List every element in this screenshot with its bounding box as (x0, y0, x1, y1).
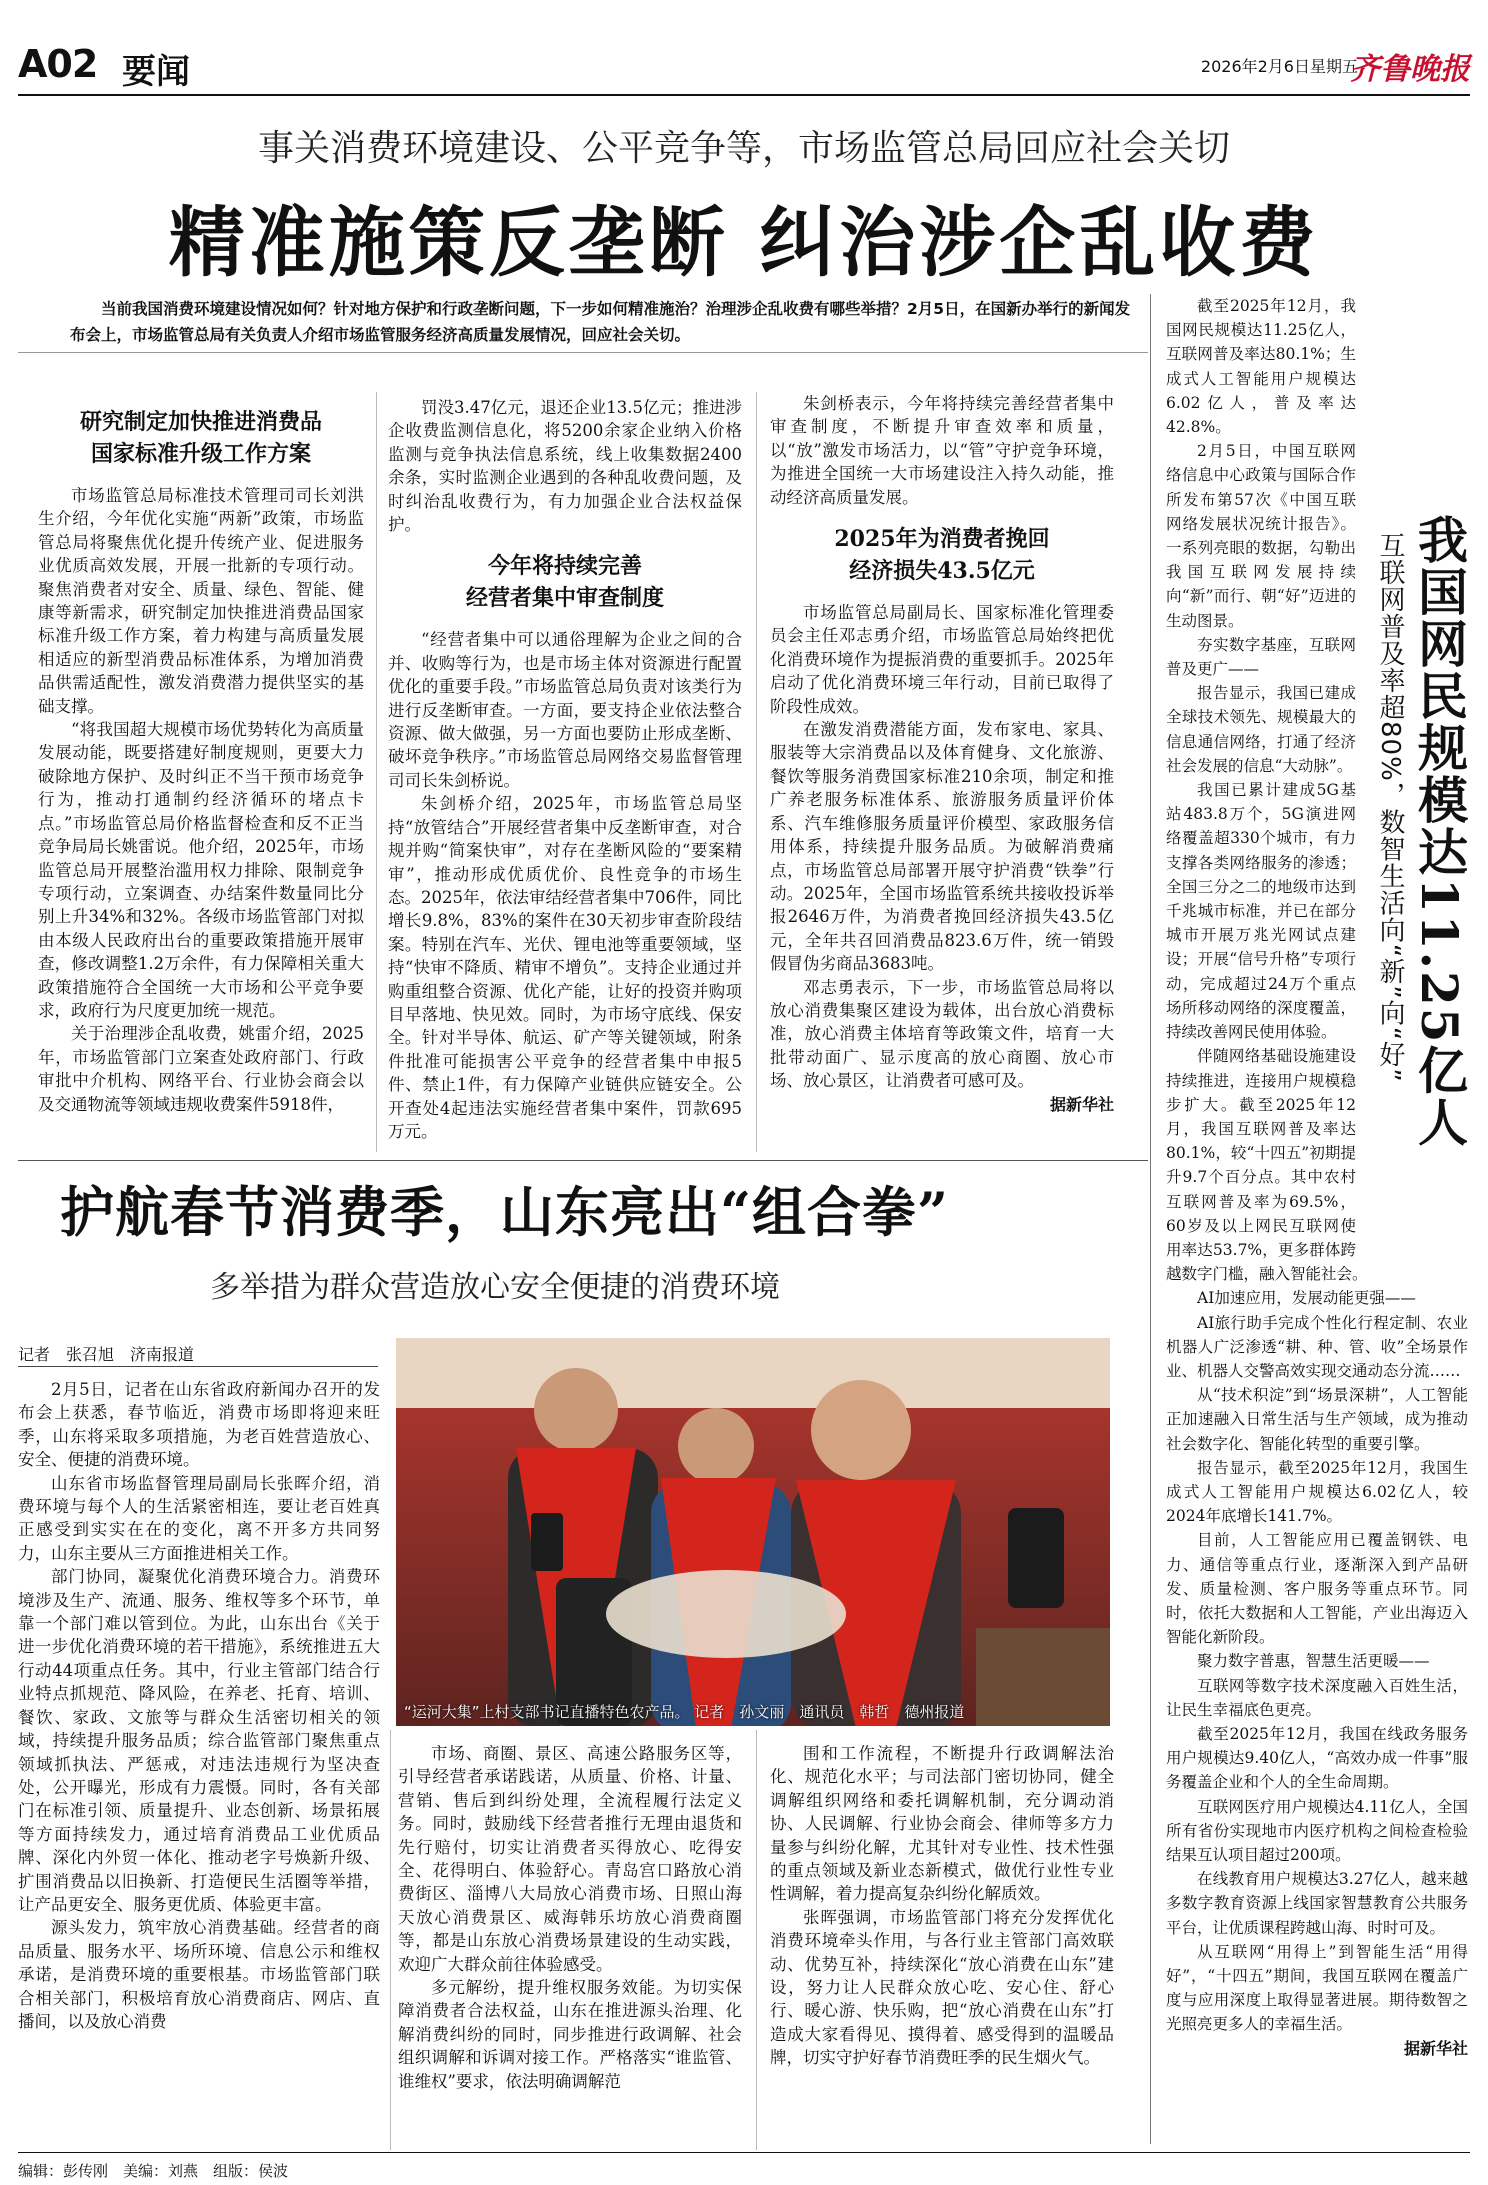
column-rule (376, 392, 377, 1152)
photo-caption: “运河大集”上村支部书记直播特色农产品。 记者 孙文丽 通讯员 韩哲 德州报道 (404, 1703, 965, 1721)
editor-credits: 编辑：彭传刚 美编：刘燕 组版：侯波 (18, 2162, 289, 2180)
paragraph: 夯实数字基座，互联网普及更广—— (1166, 635, 1356, 679)
sidebar-headline: 我国网民规模达11.25亿人 (1410, 514, 1469, 1149)
story1-column-3 (770, 392, 1114, 1116)
section-rule (18, 1160, 1148, 1161)
sidebar-subheadline: 互联网普及率超80%，数智生活向“新”向“好” (1375, 532, 1405, 1083)
byline-rule (18, 1366, 378, 1367)
paragraph: 在线教育用户规模达3.27亿人，越来越多数字教育资源上线国家智慧教育公共服务平台，让优质课程跨越山海、时时可及。 (1166, 1870, 1468, 1937)
paragraph: AI旅行助手完成个性化行程定制、农业机器人广泛渗透“耕、种、管、收”全场景作业、机器人交警高效实现交通动态分流…… (1166, 1313, 1468, 1380)
lead-rule (18, 352, 1148, 353)
paragraph: 部门协同，凝聚优化消费环境合力。消费环境涉及生产、流通、服务、维权等多个环节，单靠一个部门难以管到位。为此，山东出台《关于进一步优化消费环境的若干措施》，系统推进五大行动44项重点任务。其中，行业主管部门结合行业特点抓规范、降风险，在养老、托育、培训、餐饮、家政、文旅等与群众生活密切相关的领域，持续提升服务品质；综合监管部门聚焦重点领域抓执法、严惩戒，对违法违规行为坚决查处，公开曝光，形成有力震慑。同时，各有关部门在标准引领、质量提升、业态创新、场景拓展等方面持续发力，通过培育消费品工业优质品牌、深化内外贸一体化、推动老字号焕新升级、扩围消费品以旧换新、打造便民生活圈等举措，让产品更安全、服务更优质、体验更丰富。 (18, 1567, 380, 1914)
paragraph: 市场、商圈、景区、高速公路服务区等，引导经营者承诺践诺，从质量、价格、计量、营销、售后到纠纷处理，全流程履行法定义务。同时，鼓励线下经营者推行无理由退货和先行赔付，切实让消费者买得放心、吃得安全、花得明白、体验舒心。青岛宫口路放心消费街区、淄博八大局放心消费市场、日照山海天放心消费景区、威海韩乐坊放心消费商圈等，都是山东放心消费场景建设的生动实践，欢迎广大群众前往体验感受。 (398, 1744, 742, 1974)
story1-col2-text-top (388, 396, 742, 536)
paragraph: 罚没3.47亿元，退还企业13.5亿元；推进涉企收费监测信息化，将5200余家企业纳入价格监测与竞争执法信息系统，线上收集数据2400余条，实时监测企业遇到的各种乱收费问题，及时纠治乱收费行为，有力加强企业合法权益保护。 (388, 398, 742, 535)
column-rule (756, 1730, 757, 2150)
masthead-rule (18, 94, 1470, 96)
story2-headline: 护航春节消费季，山东亮出“组合拳” (60, 1180, 950, 1244)
paragraph: 多元解纷，提升维权服务效能。为切实保障消费者合法权益，山东在推进源头治理、化解消费纠纷的同时，同步推进行政调解、社会组织调解和诉调对接工作。严格落实“谁监管、谁维权”要求，依法明确调解范 (398, 1978, 742, 2091)
paragraph: 朱剑桥介绍，2025年，市场监管总局坚持“放管结合”开展经营者集中反垄断审查，对合规并购“简案快审”，对存在垄断风险的“要案精审”，推动形成优质优价、良性竞争的市场生态。2025年，依法审结经营者集中706件，同比增长9.8%，83%的案件在30天初步审查阶段结案。特别在汽车、光伏、锂电池等重要领域，坚持“快审不降质、精审不增负”。支持企业通过并购重组整合资源、优化产能，让好的投资并购项目早落地、快见效。同时，为市场守底线、保安全。针对半导体、航运、矿产等关键领域，附条件批准可能损害公平竞争的经营者集中申报5件、禁止1件，有力保障产业链供应链安全。公开查处4起违法实施经营者集中案件，罚款695万元。 (388, 794, 742, 1141)
story1-headline: 精准施策反垄断 纠治涉企乱收费 (168, 198, 1320, 287)
paragraph: 山东省市场监督管理局副局长张晖介绍，消费环境与每个人的生活紧密相连，要让老百姓真正感受到实实在在的变化，离不开多方共同努力，山东主要从三方面推进相关工作。 (18, 1473, 380, 1563)
issue-date: 2026年2月6日 (1200, 57, 1310, 76)
story1-col3-text (770, 601, 1114, 1093)
paragraph: 在激发消费潜能方面，发布家电、家具、服装等大宗消费品以及体育健身、文化旅游、餐饮等服务消费国家标准210余项，制定和推广养老服务标准体系、旅游服务质量评价体系、汽车维修服务质量评价模型、家政服务信用体系，持续提升服务品质。为破解消费痛点，市场监管总局部署开展守护消费“铁拳”行动。2025年，全国市场监管系统共接收投诉举报2646万件，为消费者挽回经济损失43.5亿元，全年共召回消费品823.6万件，统一销毁假冒伪劣商品3683吨。 (770, 720, 1114, 974)
paragraph: 我国已累计建成5G基站483.8万个，5G演进网络覆盖超330个城市，有力支撑各类网络服务的渗透；全国三分之二的地级市达到千兆城市标准，并已在部分城市开展万兆光网试点建设；开展“信号升格”专项行动，完成超过24万个重点场所移动网络的深度覆盖，持续改善网民使用体验。 (1166, 781, 1356, 1042)
story1-col1-text (38, 484, 364, 1116)
paragraph: “经营者集中可以通俗理解为企业之间的合并、收购等行为，也是市场主体对资源进行配置优化的重要手段。”市场监管总局负责对该类行为进行反垄断审查。一方面，要支持企业依法整合资源、做大做强，另一方面也要防止形成垄断、破坏竞争秩序。”市场监管总局网络交易监督管理司司长朱剑桥说。 (388, 630, 742, 790)
paragraph: 目前，人工智能应用已覆盖钢铁、电力、通信等重点行业，逐渐深入到产品研发、质量检测、客户服务等重点环节。同时，依托大数据和人工智能，产业出海迈入智能化新阶段。 (1166, 1531, 1468, 1647)
paragraph: 伴随网络基础设施建设持续推进，连接用户规模稳步扩大。截至2025年12月，我国互联网普及率达80.1%，较“十四五”初期提升9.7个百分点。其中农村互联网普及率为69.5%，60岁及以上网民互联网使用率达53.7%，更多群体跨越数字门槛，融入智能社会。 (1166, 1047, 1368, 1284)
paragraph: 2月5日，中国互联网络信息中心政策与国际合作所发布第57次《中国互联网络发展状况统计报告》。一系列亮眼的数据，勾勒出我国互联网发展持续向“新”而行、朝“好”迈进的生动图景。 (1166, 442, 1356, 630)
sidebar-source: 据新华社 (1403, 2038, 1468, 2058)
story1-col3-text-top (770, 392, 1114, 509)
story1-column-1 (38, 392, 364, 1116)
paragraph: 从互联网“用得上”到智能生活“用得好”，“十四五”期间，我国互联网在覆盖广度与应用深度上取得显著进展。期待数智之光照亮更多人的幸福生活。 (1166, 1942, 1468, 2034)
column-rule (756, 392, 757, 1152)
newspaper-logo: 齐鲁晚报 (1350, 52, 1470, 87)
paragraph: 互联网等数字技术深度融入百姓生活，让民生幸福底色更亮。 (1166, 1676, 1468, 1719)
paragraph: 围和工作流程，不断提升行政调解法治化、规范化水平；与司法部门密切协同，健全调解组织网络和委托调解机制，充分调动消协、人民调解、行业协会商会、律师等多方力量参与纠纷化解，尤其针对专业性、技术性强的重点领域及新业态新模式，做优行业性专业性调解，着力提高复杂纠纷化解质效。 (770, 1744, 1114, 1904)
paragraph: 报告显示，我国已建成全球技术领先、规模最大的信息通信网络，打通了经济社会发展的信息“大动脉”。 (1166, 684, 1356, 775)
paragraph: 邓志勇表示，下一步，市场监管总局将以放心消费集聚区建设为载体，出台放心消费标准，放心消费主体培育等政策文件，培育一大批带动面广、显示度高的放心商圈、放心市场、放心景区，让消费者可感可及。 (770, 977, 1114, 1091)
story2-column-3 (770, 1742, 1114, 2070)
sidebar-story (1166, 294, 1468, 2061)
paragraph: 市场监管总局标准技术管理司司长刘洪生介绍，今年优化实施“两新”政策，市场监管总局将聚焦优化提升传统产业、促进服务业优质高效发展，开展一批新的专项行动。聚焦消费者对安全、质量、绿色、智能、健康等新需求，研究制定加快推进消费品国家标准升级工作方案，着力构建与高质量发展相适应的新型消费品标准体系，为增加消费品供需适配性，激发消费潜力提供坚实的基础支撑。 (38, 486, 364, 716)
column-rule (390, 1730, 391, 2150)
masthead (18, 42, 1470, 98)
story2-subheadline: 多举措为群众营造放心安全便捷的消费环境 (210, 1270, 780, 1305)
paragraph: 源头发力，筑牢放心消费基础。经营者的商品质量、服务水平、场所环境、信息公示和维权承诺，是消费环境的重要根基。市场监管部门联合相关部门，积极培育放心消费商店、网店、直播间，以及放心消费 (18, 1918, 380, 2031)
photo-illustration (396, 1338, 1110, 1726)
story1-subhead-3: 2025年为消费者挽回 经济损失43.5亿元 (834, 526, 1050, 585)
story1-lead: 当前我国消费环境建设情况如何？针对地方保护和行政垄断问题，下一步如何精准施治？治理涉企乱收费有哪些举措？2月5日，在国新办举行的新闻发布会上，市场监管总局有关负责人介绍市场监管服务经济高质量发展情况，回应社会关切。 (70, 300, 1131, 344)
paragraph: 2月5日，记者在山东省政府新闻办召开的发布会上获悉，春节临近，消费市场即将迎来旺季，山东将采取多项措施，为老百姓营造放心、安全、便捷的消费环境。 (18, 1380, 380, 1470)
paragraph: “将我国超大规模市场优势转化为高质量发展动能，既要搭建好制度规则，更要大力破除地方保护、及时纠正不当干预市场竞争行为，推动打通制约经济循环的堵点卡点。”市场监管总局价格监督检查和反不正当竞争局局长姚雷说。他介绍，2025年，市场监管总局开展整治滥用权力排除、限制竞争专项行动，立案调查、办结案件数量同比分别上升34%和32%。各级市场监管部门对拟由本级人民政府出台的重要政策措施开展审查，修改调整1.2万余件，有力保障相关重大政策措施符合全国统一大市场和公平竞争要求，政府行为尺度更加统一规范。 (38, 720, 364, 1020)
story1-kicker: 事关消费环境建设、公平竞争等，市场监管总局回应社会关切 (257, 128, 1230, 169)
news-photo (396, 1338, 1110, 1726)
paragraph: 关于治理涉企乱收费，姚雷介绍，2025年，市场监管部门立案查处政府部门、行政审批中介机构、网络平台、行业协会商会以及交通物流等领域违规收费案件5918件， (38, 1024, 364, 1114)
story2-byline: 记者 张召旭 济南报道 (18, 1345, 195, 1364)
section-name: 要闻 (122, 52, 190, 92)
paragraph: 报告显示，截至2025年12月，我国生成式人工智能用户规模达6.02亿人，较2024年底增长141.7%。 (1166, 1458, 1468, 1526)
story2-column-2 (398, 1742, 742, 2093)
paragraph: 市场监管总局副局长、国家标准化管理委员会主任邓志勇介绍，市场监管总局始终把优化消费环境作为提振消费的重要抓手。2025年启动了优化消费环境三年行动，目前已取得了阶段性成效。 (770, 603, 1114, 716)
story1-column-2 (388, 396, 742, 1143)
paragraph: AI加速应用，发展动能更强—— (1197, 1289, 1416, 1308)
story2-column-1 (18, 1378, 380, 2033)
story1-col2-text (388, 628, 742, 1143)
story1-source: 据新华社 (1049, 1094, 1114, 1114)
paragraph: 截至2025年12月，我国网民规模达11.25亿人，互联网普及率达80.1%；生成式人工智能用户规模达6.02亿人，普及率达42.8%。 (1166, 297, 1356, 437)
sidebar-rule (1150, 294, 1151, 2144)
paragraph: 截至2025年12月，我国在线政务服务用户规模达9.40亿人，“高效办成一件事”服务覆盖企业和个人的全生命周期。 (1166, 1724, 1468, 1792)
paragraph: 张晖强调，市场监管部门将充分发挥优化消费环境牵头作用，与各行业主管部门高效联动、优势互补，持续深化“放心消费在山东”建设，努力让人民群众放心吃、安心住、舒心行、暖心游、快乐购，把“放心消费在山东”打造成大家看得见、摸得着、感受得到的温暖品牌，切实守护好春节消费旺季的民生烟火气。 (770, 1907, 1114, 2068)
paragraph: 聚力数字普惠，智慧生活更暖—— (1197, 1652, 1430, 1671)
paragraph: 朱剑桥表示，今年将持续完善经营者集中审查制度，不断提升审查效率和质量，以“放”激发市场活力，以“管”守护竞争环境，为推进全国统一大市场建设注入持久动能，推动经济高质量发展。 (770, 394, 1114, 507)
footer-rule (18, 2152, 1470, 2153)
page-number: A02 (18, 42, 98, 86)
issue-weekday: 星期五 (1309, 57, 1358, 76)
sidebar-headline-block (1364, 514, 1468, 1254)
paragraph: 从“技术积淀”到“场景深耕”，人工智能正加速融入日常生活与生产领域，成为推动社会数字化、智能化转型的重要引擎。 (1166, 1386, 1468, 1453)
paragraph: 互联网医疗用户规模达4.11亿人，全国所有省份实现地市内医疗机构之间检查检验结果互认项目超过200项。 (1166, 1797, 1468, 1864)
story1-subhead-2: 今年将持续完善 经营者集中审查制度 (465, 553, 664, 612)
story1-subhead-1: 研究制定加快推进消费品 国家标准升级工作方案 (79, 409, 322, 467)
